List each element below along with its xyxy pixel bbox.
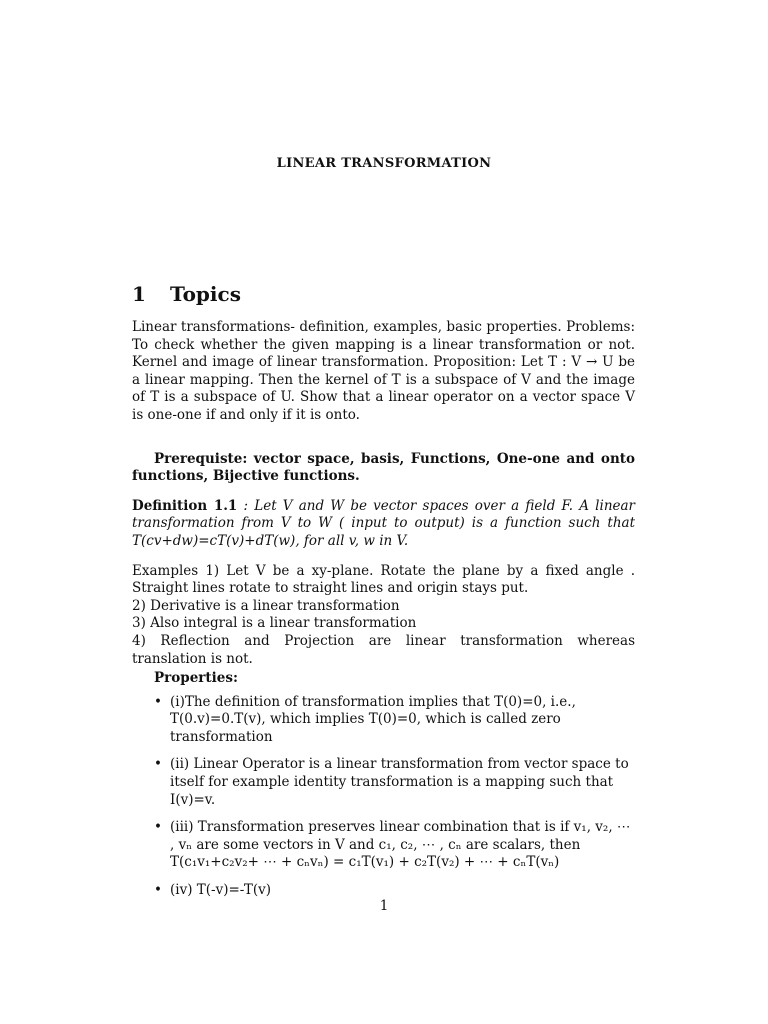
example-item: Examples 1) Let V be a xy-plane. Rotate the plane by a fixed angle . Straight lines rotate to straight lines and origin stays put. <box>132 562 635 597</box>
prerequisite-text: Prerequiste: vector space, basis, Functions, One-one and onto functions, Bijective functions. <box>132 450 635 485</box>
document-title: LINEAR TRANSFORMATION <box>276 156 492 171</box>
property-text: (iii) Transformation preserves linear combination that is if v₁, v₂, ⋯ , vₙ are some vectors in V and c₁, c₂, ⋯ , cₙ are scalars, then T(c₁v₁+c₂v₂+ ⋯ + cₙvₙ) = c₁T(v₁) + c₂T(v₂) + ⋯ + cₙT(vₙ) <box>170 819 631 871</box>
section-heading <box>132 282 241 306</box>
bullet-icon: • <box>154 882 162 899</box>
definition-body: : Let V and W be vector spaces over a field F. A linear transformation from V to W ( input to output) is a function such that T(cv+dw)=cT(v)+dT(w), for all v, w in V. <box>132 497 636 549</box>
section-content <box>132 319 635 910</box>
property-text: (ii) Linear Operator is a linear transformation from vector space to itself for example identity transformation is a mapping such that I(v)=v. <box>170 756 629 808</box>
property-text: (i)The definition of transformation implies that T(0)=0, i.e., T(0.v)=0.T(v), which implies T(0)=0, which is called zero transformation <box>170 693 576 745</box>
topics-paragraph: Linear transformations- definition, examples, basic properties. Problems: To check whether the given mapping is a linear transformation or not. Kernel and image of linear transformation. Proposition: Let T : V → U be a linear mapping. Then the kernel of T is a subspace of V and the image of T is a subspace of U. Show that a linear operator on a vector space V is one-one if and only if it is onto. <box>132 319 635 423</box>
property-text: (iv) T(-v)=-T(v) <box>170 882 272 899</box>
section-title: Topics <box>170 282 241 306</box>
definition-block <box>132 498 635 551</box>
example-item: 3) Also integral is a linear transformation <box>132 615 417 632</box>
property-item <box>132 756 635 809</box>
property-item <box>132 882 635 900</box>
examples-block <box>132 563 635 669</box>
property-item <box>132 694 635 747</box>
bullet-icon: • <box>154 693 162 710</box>
definition-label: Definition 1.1 <box>132 497 238 514</box>
example-item: 2) Derivative is a linear transformation <box>132 597 400 614</box>
properties-heading: Properties: <box>154 670 238 687</box>
section-number: 1 <box>132 282 146 306</box>
page-number: 1 <box>379 898 389 914</box>
bullet-icon: • <box>154 819 162 836</box>
bullet-icon: • <box>154 756 162 773</box>
properties-list <box>132 694 635 900</box>
example-item: 4) Reflection and Projection are linear transformation whereas translation is not. <box>132 632 635 667</box>
property-item <box>132 819 635 872</box>
